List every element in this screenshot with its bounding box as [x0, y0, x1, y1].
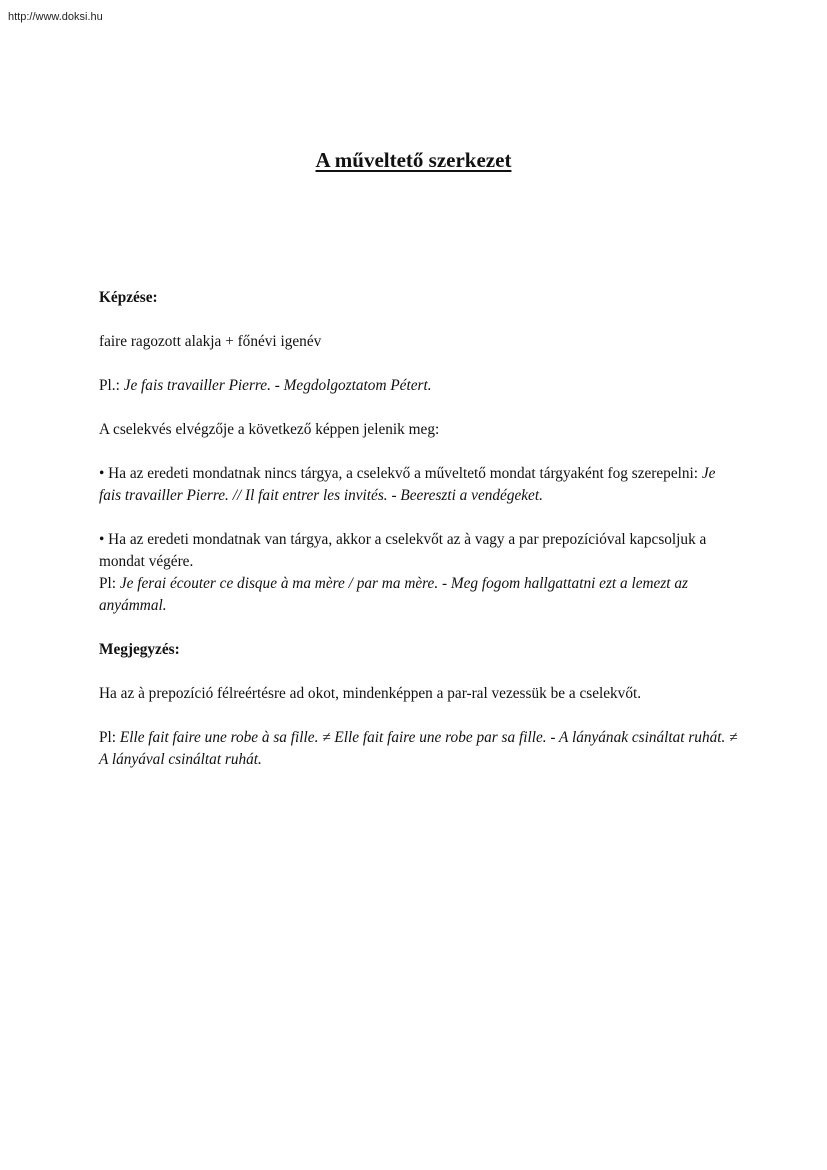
example-final-text: Elle fait faire une robe à sa fille. ≠ Elle fait faire une robe par sa fille. - A lányának csináltat ruhát. ≠ A lányával csináltat ruhát. [99, 729, 738, 768]
bullet-2-example-prefix: Pl: [99, 575, 120, 592]
example-1-text: Je fais travailler Pierre. - Megdolgoztatom Pétert. [123, 377, 432, 394]
heading-note: Megjegyzés: [99, 641, 180, 658]
example-final [99, 727, 739, 771]
heading-formation: Képzése: [99, 289, 158, 306]
source-url[interactable]: http://www.doksi.hu [8, 11, 103, 23]
bullet-no-object [99, 463, 739, 507]
example-final-prefix: Pl: [99, 729, 120, 746]
bullet-with-object: • Ha az eredeti mondatnak van tárgya, akkor a cselekvőt az à vagy a par prepozícióval kapcsoljuk a mondat végére. [99, 531, 707, 570]
note-text: Ha az à prepozíció félreértésre ad okot, mindenképpen a par-ral vezessük be a cselekvőt. [99, 685, 642, 702]
example-1 [99, 375, 739, 397]
bullet-2-example-text: Je ferai écouter ce disque à ma mère / par ma mère. - Meg fogom hallgattatni ezt a lemezt az anyámmal. [99, 575, 688, 614]
bullet-1-example: Je fais travailler Pierre. // Il fait entrer les invités. - Beereszti a vendégeket. [99, 465, 716, 504]
page-title: A műveltető szerkezet [315, 148, 512, 172]
document-body [99, 287, 739, 771]
bullet-1-text: • Ha az eredeti mondatnak nincs tárgya, a cselekvő a műveltető mondat tárgyaként fog szerepelni: [99, 465, 702, 482]
formation-rule: faire ragozott alakja + főnévi igenév [99, 333, 322, 350]
example-1-prefix: Pl.: [99, 377, 124, 394]
agent-intro: A cselekvés elvégzője a következő képpen jelenik meg: [99, 421, 440, 438]
bullet-2-example [99, 573, 739, 617]
